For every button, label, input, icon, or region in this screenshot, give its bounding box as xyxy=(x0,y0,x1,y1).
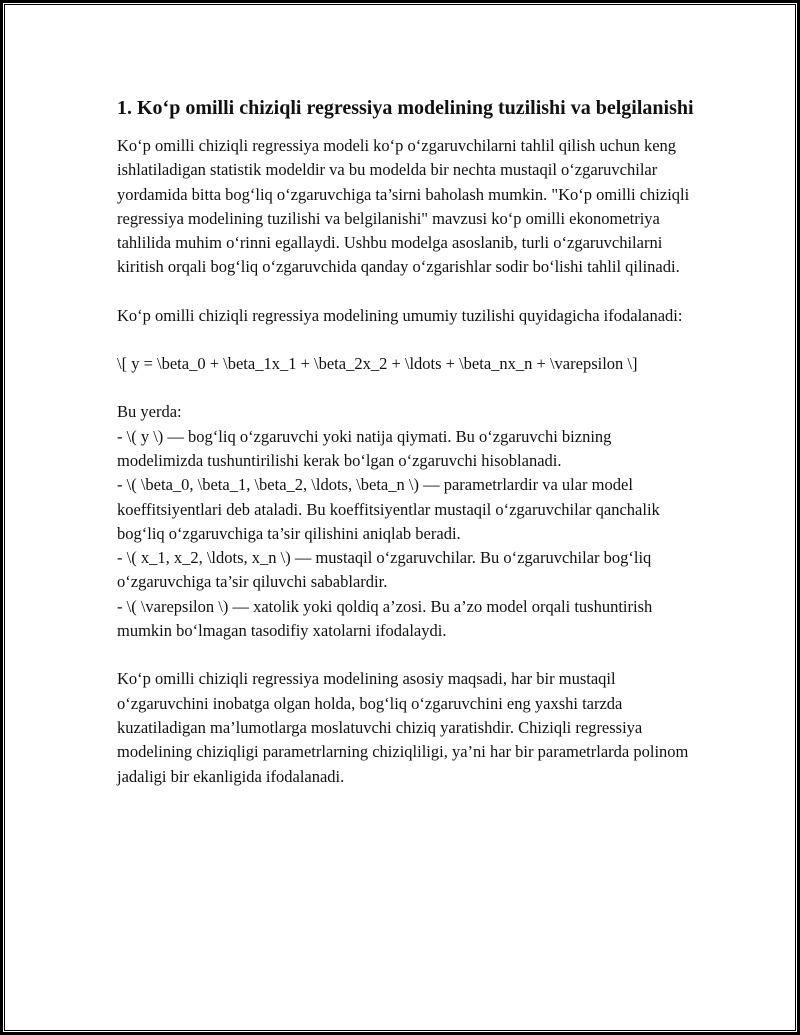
structure-paragraph: Ko‘p omilli chiziqli regressiya modelining umumiy tuzilishi quyidagicha ifodalanadi: xyxy=(117,305,683,325)
list-item-x: - \( x_1, x_2, \ldots, x_n \) — mustaqil o‘zgaruvchilar. Bu o‘zgaruvchilar bog‘liq o‘zgaruvchiga ta’sir qiluvchi sabablardir. xyxy=(117,548,652,592)
formula-paragraph: \[ y = \beta_0 + \beta_1x_1 + \beta_2x_2 + \ldots + \beta_nx_n + \varepsilon \] xyxy=(117,354,638,374)
definitions-list xyxy=(117,400,697,643)
list-item-beta: - \( \beta_0, \beta_1, \beta_2, \ldots, \beta_n \) — parametrlardir va ular model koeffitsiyentlari deb ataladi. Bu koeffitsiyentlar mustaqil o‘zgaruvchilar qanchalik bog‘liq o‘zgaruvchiga ta’sir qilishini aniqlab beradi. xyxy=(117,475,660,543)
list-item-epsilon: - \( \varepsilon \) — xatolik yoki qoldiq a’zosi. Bu a’zo model orqali tushuntirish mumkin bo‘lmagan tasodifiy xatolarni ifodalaydi. xyxy=(117,596,653,641)
list-item-y: - \( y \) — bog‘liq o‘zgaruvchi yoki natija qiymati. Bu o‘zgaruvchi bizning modelimizda tushuntirilishi kerak bo‘lgan o‘zgaruvchi hisoblanadi. xyxy=(117,426,612,470)
document-body xyxy=(117,94,697,813)
list-intro: Bu yerda: xyxy=(117,402,182,422)
closing-paragraph: Ko‘p omilli chiziqli regressiya modelining asosiy maqsadi, har bir mustaqil o‘zgaruvchini inobatga olgan holda, bog‘liq o‘zgaruvchini eng yaxshi tarzda kuzatiladigan ma’lumotlarga moslatuvchi chiziq yaratishdir. Chiziqli regressiya modelining chiziqligi parametrlarning chiziqliligi, ya’ni har bir parametrlarda polinom jadaligi bir ekanligida ifodalanadi. xyxy=(117,669,689,786)
intro-paragraph: Ko‘p omilli chiziqli regressiya modeli ko‘p o‘zgaruvchilarni tahlil qilish uchun keng ishlatiladigan statistik modeldir va bu modelda bir nechta mustaqil o‘zgaruvchilar yordamida bitta bog‘liq o‘zgaruvchiga ta’sirni baholash mumkin. "Ko‘p omilli chiziqli regressiya modelining tuzilishi va belgilanishi" mavzusi ko‘p omilli ekonometriya tahlilida muhim o‘rinni egallaydi. Ushbu modelga asoslanib, turli o‘zgaruvchilarni kiritish orqali bog‘liq o‘zgaruvchida qanday o‘zgarishlar sodir bo‘lishi tahlil qilinadi. xyxy=(117,136,690,277)
section-title: 1. Ko‘p omilli chiziqli regressiya modelining tuzilishi va belgilanishi xyxy=(117,97,694,119)
